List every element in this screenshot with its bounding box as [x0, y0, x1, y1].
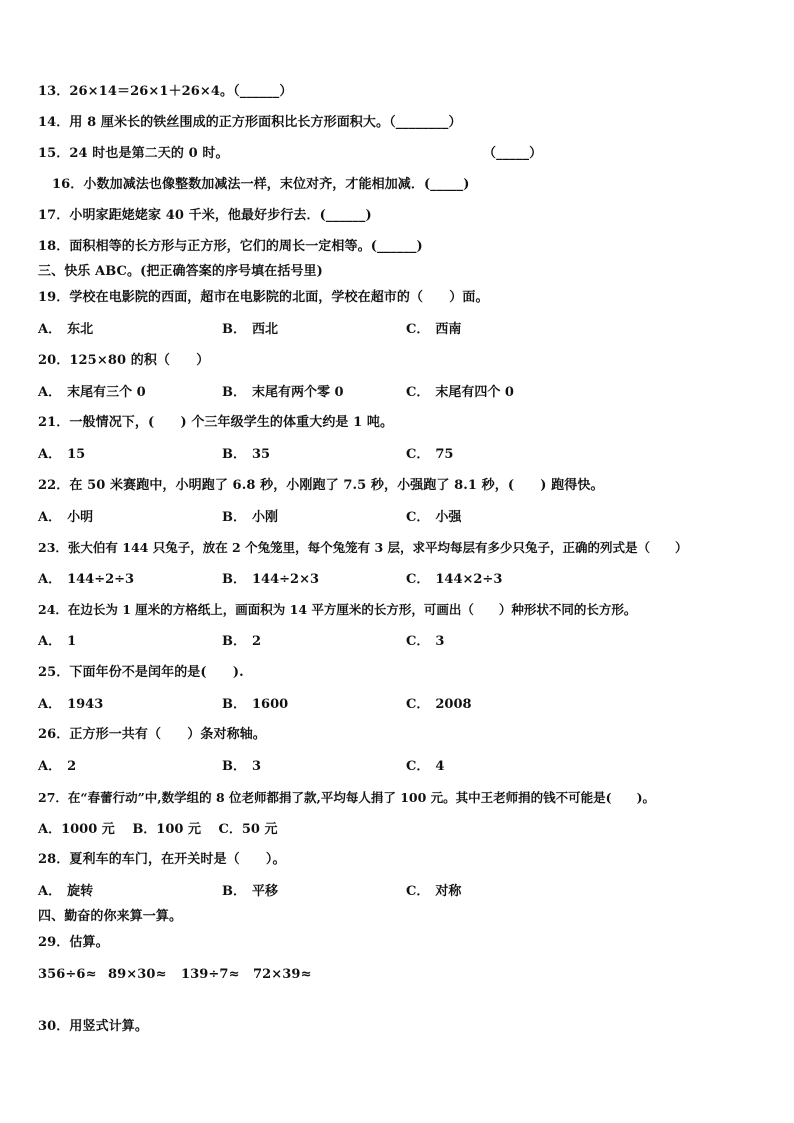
option-a: A． 144÷2÷3	[38, 572, 135, 587]
option-b: B． 末尾有两个零 0	[222, 385, 344, 400]
question-15-blank: （_____）	[483, 146, 543, 161]
question-25: 25．下面年份不是闰年的是( ).	[38, 665, 244, 680]
question-27-options: A．1000 元 B．100 元 C．50 元	[38, 822, 278, 837]
question-28: 28．夏利车的车门，在开关时是（ ）。	[38, 852, 286, 867]
question-20: 20．125×80 的积（ ）	[38, 353, 210, 368]
question-17: 17．小明家距姥姥家 40 千米，他最好步行去．(______)	[38, 208, 372, 223]
option-b: B． 35	[222, 447, 271, 462]
option-a: A． 2	[38, 759, 77, 774]
question-26: 26．正方形一共有（ ）条对称轴。	[38, 727, 266, 742]
section-4-heading: 四、勤奋的你来算一算。	[38, 909, 183, 924]
option-c: C． 末尾有四个 0	[406, 385, 514, 400]
question-19: 19．学校在电影院的西面，超市在电影院的北面，学校在超市的（ ）面。	[38, 290, 489, 305]
question-23: 23．张大伯有 144 只兔子，放在 2 个兔笼里，每个兔笼有 3 层，求平均每层有多少只兔子，正确的列式是（ ）	[38, 540, 688, 555]
question-21: 21．一般情况下，( ) 个三年级学生的体重大约是 1 吨。	[38, 415, 394, 430]
option-b: B． 1600	[222, 697, 289, 712]
option-c: C． 小强	[406, 510, 462, 525]
question-24: 24．在边长为 1 厘米的方格纸上，画面积为 14 平方厘米的长方形，可画出（ ）种形状不同的长方形。	[38, 602, 637, 617]
section-3-heading: 三、快乐 ABC。(把正确答案的序号填在括号里)	[38, 264, 323, 279]
question-14: 14．用 8 厘米长的铁丝围成的正方形面积比长方形面积大。（________）	[38, 115, 462, 130]
option-c: C． 2008	[406, 697, 472, 712]
estimate-item: 356÷6≈	[38, 967, 97, 982]
question-13: 13．26×14＝26×1＋26×4。（______）	[38, 84, 293, 99]
option-c: C． 西南	[406, 322, 462, 337]
option-a: A． 15	[38, 447, 86, 462]
question-16: 16．小数加减法也像整数加减法一样，末位对齐，才能相加减．(_____)	[52, 177, 470, 192]
question-18: 18．面积相等的长方形与正方形，它们的周长一定相等。(______)	[38, 239, 423, 254]
option-a: A． 旋转	[38, 884, 94, 899]
option-c: C． 3	[406, 634, 445, 649]
option-a: A． 小明	[38, 510, 94, 525]
question-27: 27．在“春蕾行动”中,数学组的 8 位老师都捐了款,平均每人捐了 100 元。其中王老师捐的钱不可能是( )。	[38, 790, 656, 805]
option-c: C． 75	[406, 447, 454, 462]
question-22: 22．在 50 米赛跑中，小明跑了 6.8 秒，小刚跑了 7.5 秒，小强跑了 8.1 秒，( ) 跑得快。	[38, 478, 604, 493]
estimate-item: 139÷7≈	[181, 967, 240, 982]
option-a: A． 1943	[38, 697, 104, 712]
option-a: A． 1	[38, 634, 77, 649]
option-b: B． 3	[222, 759, 262, 774]
question-29: 29．估算。	[38, 935, 109, 950]
question-15: 15．24 时也是第二天的 0 时。	[38, 146, 229, 161]
option-c: C． 对称	[406, 884, 462, 899]
option-b: B． 2	[222, 634, 262, 649]
question-30: 30．用竖式计算。	[38, 1019, 148, 1034]
estimate-item: 72×39≈	[253, 967, 312, 982]
option-c: C． 144×2÷3	[406, 572, 503, 587]
option-b: B． 144÷2×3	[222, 572, 320, 587]
option-b: B． 平移	[222, 884, 279, 899]
option-b: B． 小刚	[222, 510, 279, 525]
option-a: A． 东北	[38, 322, 94, 337]
option-b: B． 西北	[222, 322, 279, 337]
option-c: C． 4	[406, 759, 445, 774]
option-a: A． 末尾有三个 0	[38, 385, 146, 400]
estimate-item: 89×30≈	[108, 967, 167, 982]
